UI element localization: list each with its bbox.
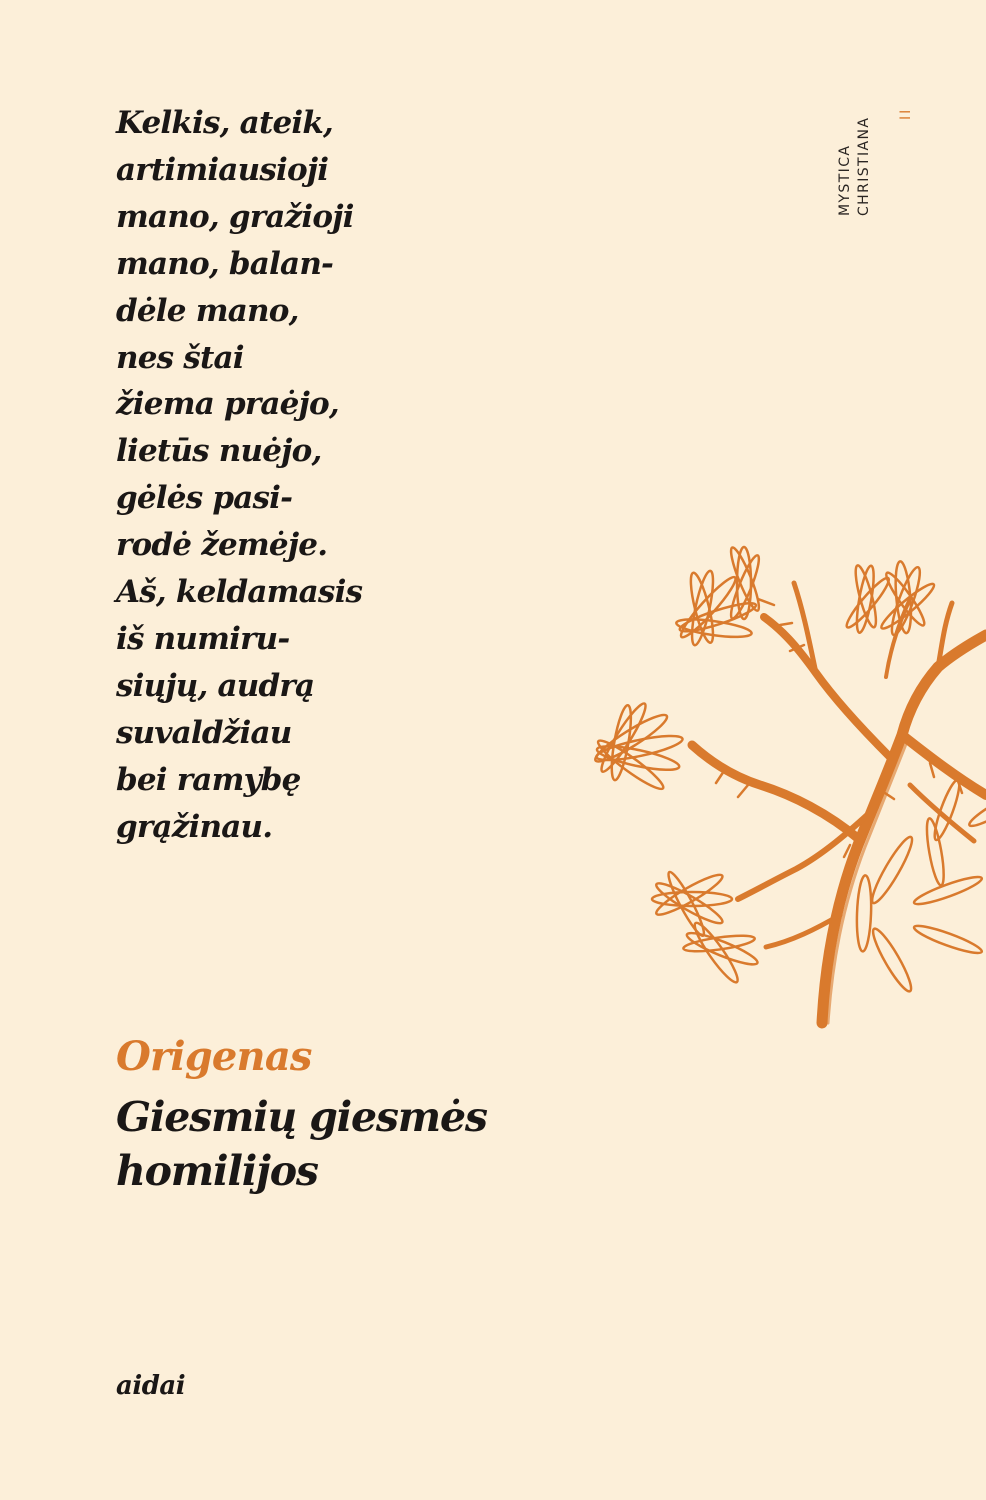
- series-name-line-1: MYSTICA: [837, 144, 853, 216]
- quote-line: mano, gražioji: [116, 198, 354, 235]
- quote-line: gėlės pasi-: [116, 480, 293, 517]
- cover-quote: [116, 100, 476, 851]
- series-name-line-2: CHRISTIANA: [856, 116, 872, 216]
- quote-line: Kelkis, ateik,: [116, 105, 334, 141]
- leaf-cluster: [591, 545, 986, 994]
- quote-line: žiema praėjo,: [116, 386, 339, 423]
- author-name: Origenas: [116, 1033, 312, 1080]
- book-title-line-2: homilijos: [116, 1147, 318, 1195]
- tree-branch-illustration: [560, 495, 986, 1040]
- book-title-line-1: Giesmių giesmės: [116, 1093, 487, 1141]
- book-title: [116, 1090, 487, 1198]
- quote-line: bei ramybę: [116, 761, 301, 798]
- quote-line: rodė žemėje.: [116, 527, 328, 564]
- series-name: [836, 117, 874, 216]
- quote-line: mano, balan-: [116, 245, 334, 282]
- quote-line: lietūs nuėjo,: [116, 433, 322, 470]
- quote-line: Aš, keldamasis: [116, 574, 363, 611]
- quote-line: suvaldžiau: [116, 714, 292, 751]
- quote-line: grąžinau.: [116, 808, 273, 845]
- quote-line: siųjų, audrą: [116, 667, 315, 704]
- series-number: II: [898, 107, 914, 120]
- publisher-name: aidai: [116, 1371, 186, 1401]
- quote-line: iš numiru-: [116, 620, 290, 657]
- quote-line: artimiausioji: [116, 151, 329, 188]
- quote-line: nes štai: [116, 339, 244, 376]
- series-label: [836, 102, 916, 222]
- quote-line: dėle mano,: [116, 292, 299, 329]
